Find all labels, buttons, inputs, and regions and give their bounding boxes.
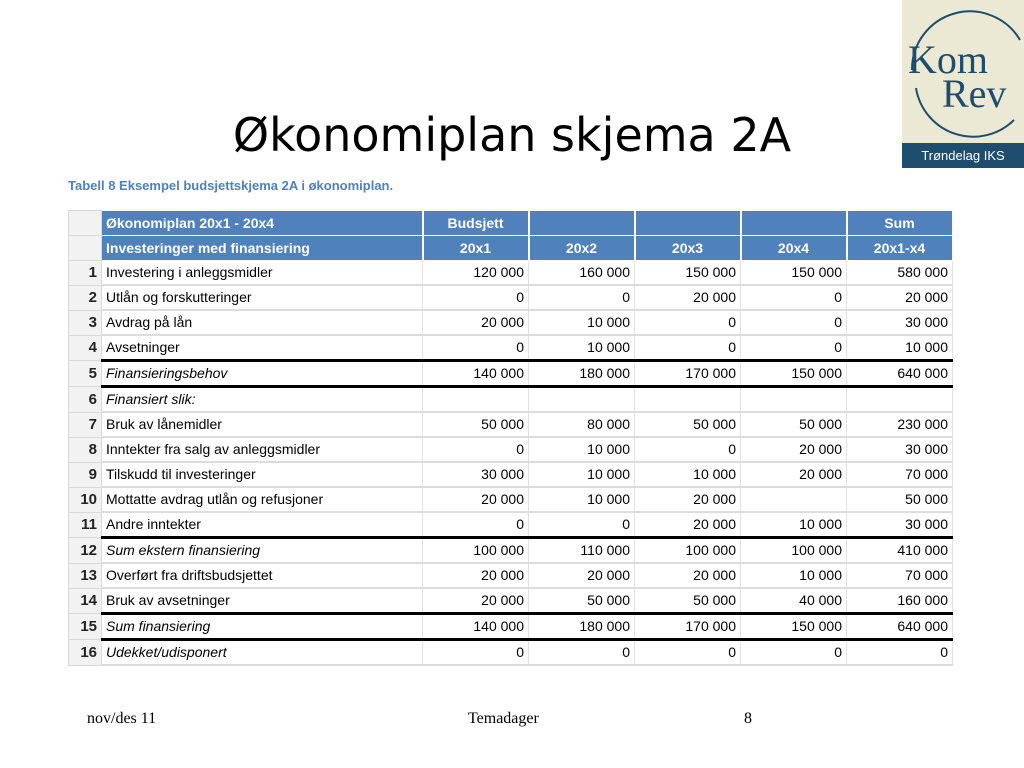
row-label: Sum ekstern finansiering: [102, 538, 423, 564]
value-cell: 10 000: [529, 487, 635, 512]
value-cell: 110 000: [529, 538, 635, 564]
value-cell: 580 000: [847, 261, 953, 286]
value-cell: 40 000: [741, 588, 847, 614]
value-cell: 10 000: [635, 462, 741, 487]
row-number: 7: [69, 412, 102, 437]
row-number: 1: [69, 261, 102, 286]
header-cell: [635, 211, 741, 236]
row-label: Mottatte avdrag utlån og refusjoner: [102, 487, 423, 512]
value-cell: 50 000: [847, 487, 953, 512]
row-number: 15: [69, 614, 102, 640]
table-header-row: [69, 211, 953, 236]
row-label: Udekket/udisponert: [102, 640, 423, 666]
header-cell: Sum: [847, 211, 953, 236]
row-number: 13: [69, 563, 102, 588]
value-cell: [847, 387, 953, 413]
logo-text-rev: Rev: [942, 71, 1007, 116]
value-cell: 10 000: [847, 335, 953, 361]
row-label: Tilskudd til investeringer: [102, 462, 423, 487]
value-cell: 120 000: [423, 261, 529, 286]
value-cell: 0: [847, 640, 953, 666]
value-cell: [635, 387, 741, 413]
value-cell: [741, 387, 847, 413]
value-cell: 140 000: [423, 361, 529, 387]
value-cell: 20 000: [423, 563, 529, 588]
row-label: Bruk av lånemidler: [102, 412, 423, 437]
value-cell: 0: [423, 512, 529, 538]
value-cell: 10 000: [529, 335, 635, 361]
table-row: [69, 387, 953, 413]
row-number: 4: [69, 335, 102, 361]
value-cell: 0: [423, 335, 529, 361]
value-cell: 100 000: [423, 538, 529, 564]
row-number: 14: [69, 588, 102, 614]
value-cell: 50 000: [529, 588, 635, 614]
value-cell: 0: [741, 285, 847, 310]
row-number: 10: [69, 487, 102, 512]
footer-page-number: 8: [744, 710, 752, 727]
value-cell: 150 000: [741, 261, 847, 286]
value-cell: [423, 387, 529, 413]
value-cell: 0: [423, 640, 529, 666]
row-label: Avdrag på lån: [102, 310, 423, 335]
value-cell: 0: [529, 512, 635, 538]
row-number: 5: [69, 361, 102, 387]
value-cell: 0: [741, 310, 847, 335]
table-row: [69, 437, 953, 462]
budget-table: [68, 210, 954, 666]
header-cell: 20x1-x4: [847, 236, 953, 261]
value-cell: 0: [635, 310, 741, 335]
row-label: Overført fra driftsbudsjettet: [102, 563, 423, 588]
row-number: 11: [69, 512, 102, 538]
value-cell: 230 000: [847, 412, 953, 437]
value-cell: 30 000: [847, 512, 953, 538]
value-cell: 150 000: [741, 614, 847, 640]
value-cell: 150 000: [741, 361, 847, 387]
table-row: [69, 310, 953, 335]
value-cell: 30 000: [847, 437, 953, 462]
footer-date: nov/des 11: [87, 710, 157, 727]
row-label: Andre inntekter: [102, 512, 423, 538]
value-cell: 20 000: [423, 487, 529, 512]
header-cell: 20x4: [741, 236, 847, 261]
value-cell: 0: [741, 640, 847, 666]
value-cell: 160 000: [847, 588, 953, 614]
value-cell: 0: [635, 640, 741, 666]
row-label: Utlån og forskutteringer: [102, 285, 423, 310]
table-row: [69, 285, 953, 310]
value-cell: 20 000: [529, 563, 635, 588]
row-number: 12: [69, 538, 102, 564]
header-cell: 20x3: [635, 236, 741, 261]
header-cell: [741, 211, 847, 236]
table-caption: Tabell 8 Eksempel budsjettskjema 2A i økonomiplan.: [68, 178, 394, 193]
value-cell: 160 000: [529, 261, 635, 286]
value-cell: 180 000: [529, 361, 635, 387]
value-cell: [741, 487, 847, 512]
value-cell: 10 000: [529, 310, 635, 335]
value-cell: 70 000: [847, 462, 953, 487]
value-cell: 20 000: [847, 285, 953, 310]
value-cell: 0: [423, 285, 529, 310]
value-cell: 0: [635, 437, 741, 462]
value-cell: 140 000: [423, 614, 529, 640]
value-cell: 410 000: [847, 538, 953, 564]
header-cell: 20x2: [529, 236, 635, 261]
table-row: [69, 640, 953, 666]
table-row: [69, 614, 953, 640]
row-label: Investering i anleggsmidler: [102, 261, 423, 286]
value-cell: 20 000: [635, 512, 741, 538]
value-cell: 20 000: [423, 588, 529, 614]
logo-band: Trøndelag IKS: [902, 143, 1024, 168]
header-cell: 20x1: [423, 236, 529, 261]
table-row: [69, 412, 953, 437]
row-number: 2: [69, 285, 102, 310]
value-cell: 10 000: [741, 512, 847, 538]
row-number: 9: [69, 462, 102, 487]
value-cell: 10 000: [529, 437, 635, 462]
value-cell: 0: [529, 285, 635, 310]
value-cell: 50 000: [635, 412, 741, 437]
corner-cell: [69, 211, 102, 236]
row-label: Finansieringsbehov: [102, 361, 423, 387]
footer-event: Temadager: [468, 710, 539, 727]
value-cell: 50 000: [423, 412, 529, 437]
value-cell: 0: [741, 335, 847, 361]
header-cell: Økonomiplan 20x1 - 20x4: [102, 211, 423, 236]
header-cell: [529, 211, 635, 236]
value-cell: [529, 387, 635, 413]
value-cell: 170 000: [635, 614, 741, 640]
value-cell: 640 000: [847, 361, 953, 387]
value-cell: 70 000: [847, 563, 953, 588]
slide-title: Økonomiplan skjema 2A: [232, 108, 792, 162]
table-header-row: [69, 236, 953, 261]
row-number: 8: [69, 437, 102, 462]
logo-text-kom: Kom: [908, 37, 988, 82]
value-cell: 20 000: [635, 563, 741, 588]
value-cell: 10 000: [741, 563, 847, 588]
row-label: Avsetninger: [102, 335, 423, 361]
value-cell: 0: [635, 335, 741, 361]
value-cell: 30 000: [847, 310, 953, 335]
value-cell: 20 000: [423, 310, 529, 335]
header-cell: Budsjett: [423, 211, 529, 236]
row-number: 3: [69, 310, 102, 335]
value-cell: 100 000: [741, 538, 847, 564]
value-cell: 640 000: [847, 614, 953, 640]
value-cell: 50 000: [635, 588, 741, 614]
value-cell: 150 000: [635, 261, 741, 286]
value-cell: 20 000: [741, 437, 847, 462]
value-cell: 80 000: [529, 412, 635, 437]
row-label: Finansiert slik:: [102, 387, 423, 413]
row-label: Bruk av avsetninger: [102, 588, 423, 614]
row-label: Sum finansiering: [102, 614, 423, 640]
table-row: [69, 538, 953, 564]
value-cell: 20 000: [635, 285, 741, 310]
row-label: Inntekter fra salg av anleggsmidler: [102, 437, 423, 462]
value-cell: 50 000: [741, 412, 847, 437]
value-cell: 170 000: [635, 361, 741, 387]
table-row: [69, 512, 953, 538]
row-number: 6: [69, 387, 102, 413]
table-row: [69, 361, 953, 387]
value-cell: 0: [529, 640, 635, 666]
table-row: [69, 563, 953, 588]
value-cell: 0: [423, 437, 529, 462]
table-row: [69, 462, 953, 487]
table-row: [69, 335, 953, 361]
value-cell: 20 000: [741, 462, 847, 487]
table-body: [69, 261, 953, 666]
row-number: 16: [69, 640, 102, 666]
header-cell: Investeringer med finansiering: [102, 236, 423, 261]
corner-cell: [69, 236, 102, 261]
value-cell: 10 000: [529, 462, 635, 487]
table-row: [69, 261, 953, 286]
value-cell: 100 000: [635, 538, 741, 564]
table-row: [69, 588, 953, 614]
value-cell: 20 000: [635, 487, 741, 512]
value-cell: 180 000: [529, 614, 635, 640]
value-cell: 30 000: [423, 462, 529, 487]
table-row: [69, 487, 953, 512]
